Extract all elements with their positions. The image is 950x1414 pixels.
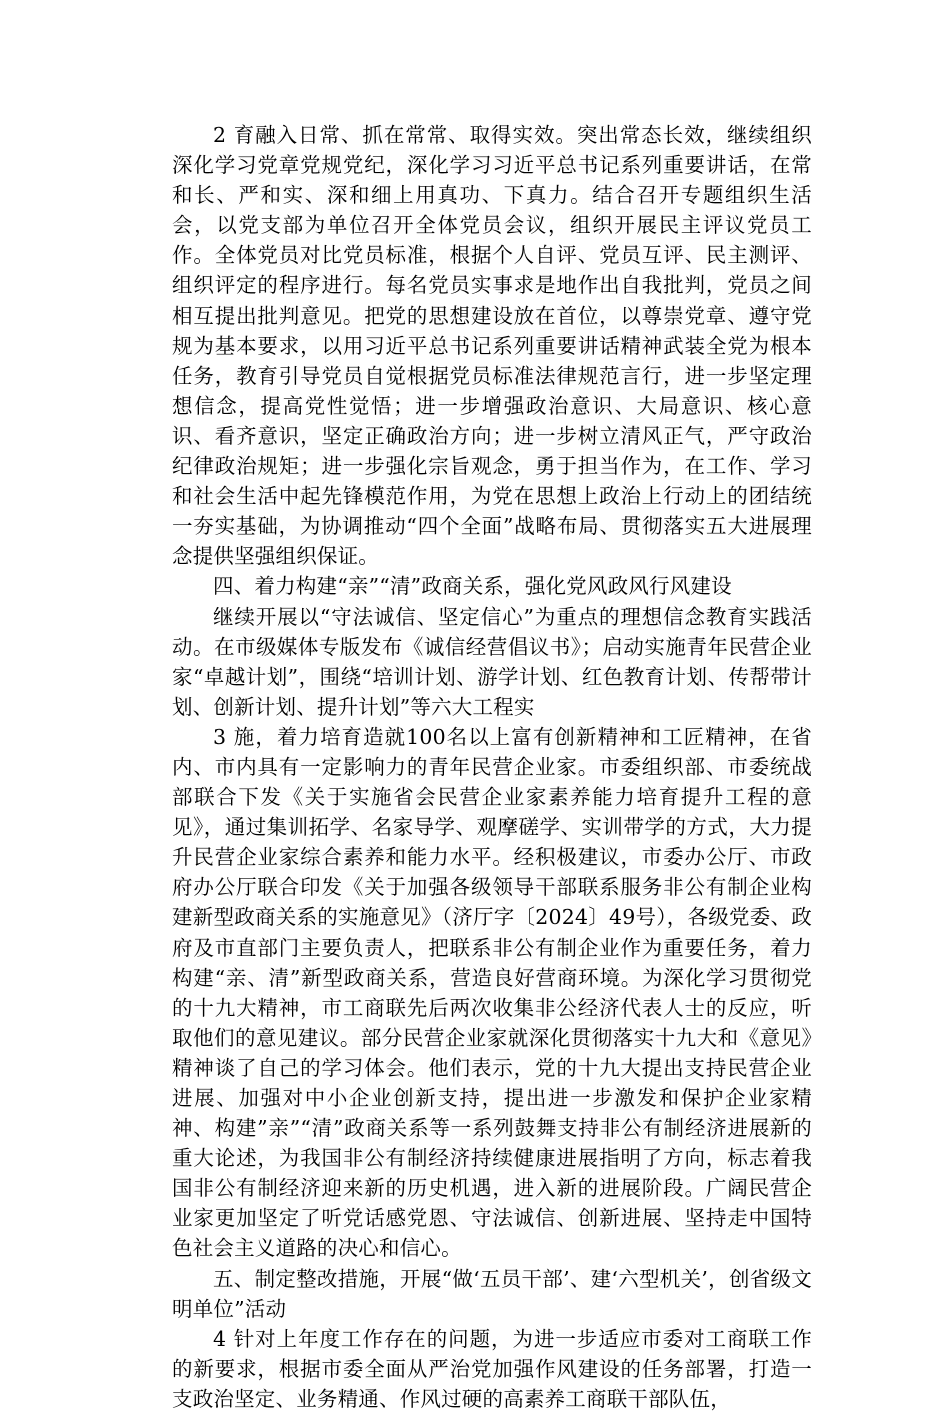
paragraph-integrity-education: 继续开展以“守法诚信、坚定信心”为重点的理想信念教育实践活动。在市级媒体专版发布《诚信经营倡议书》；启动实施青年民营企业家“卓越计划”，围绕“培训计划、游学计划、红色教育计划、传帮带计划、创新计划、提升计划”等六大工程实 — [172, 604, 812, 719]
paragraph-party-education: 2 育融入日常、抓在常常、取得实效。突出常态长效，继续组织深化学习党章党规党纪，深化学习习近平总书记系列重要讲话，在常和长、严和实、深和细上用真功、下真力。结合召开专题组织生活会，以党支部为单位召开全体党员会议，组织开展民主评议党员工作。全体党员对比党员标准，根据个人自评、党员互评、民主测评、组织评定的程序进行。每名党员实事求是地作出自我批判，党员之间相互提出批判意见。把党的思想建设放在首位，以尊崇党章、遵守党规为基本要求，以用习近平总书记系列重要讲话精神武装全党为根本任务，教育引导党员自觉根据党员标准法律规范言行，进一步坚定理想信念，提高党性觉悟；进一步增强政治意识、大局意识、核心意识、看齐意识，坚定正确政治方向；进一步树立清风正气，严守政治纪律政治规矩；进一步强化宗旨观念，勇于担当作为，在工作、学习和社会生活中起先锋模范作用，为党在思想上政治上行动上的团结统一夯实基础，为协调推动“四个全面”战略布局、贯彻落实五大进展理念提供坚强组织保证。 — [172, 123, 812, 569]
section-heading-5: 五、制定整改措施，开展“做‘五员干部’、建‘六型机关’，创省级文明单位”活动 — [172, 1266, 812, 1321]
document-body — [172, 120, 812, 1414]
paragraph-entrepreneurs: 3 施，着力培育造就100名以上富有创新精神和工匠精神，在省内、市内具有一定影响力的青年民营企业家。市委组织部、市委统战部联合下发《关于实施省会民营企业家素养能力培育提升工程的意见》，通过集训拓学、名家导学、观摩磋学、实训带学的方式，大力提升民营企业家综合素养和能力水平。经积极建议，市委办公厅、市政府办公厅联合印发《关于加强各级领导干部联系服务非公有制企业构建新型政商关系的实施意见》（济厅字〔2024〕49号），各级党委、政府及市直部门主要负责人，把联系非公有制企业作为重要任务，着力构建“亲、清”新型政商关系，营造良好营商环境。为深化学习贯彻党的十九大精神，市工商联先后两次收集非公经济代表人士的反应，听取他们的意见建议。部分民营企业家就深化贯彻落实十九大和《意见》精神谈了自己的学习体会。他们表示，党的十九大提出支持民营企业进展、加强对中小企业创新支持，提出进一步激发和保护企业家精神、构建”亲”“清”政商关系等一系列鼓舞支持非公有制经济进展新的重大论述，为我国非公有制经济持续健康进展指明了方向，标志着我国非公有制经济迎来新的历史机遇，进入新的进展阶段。广阔民营企业家更加坚定了听党话感党恩、守法诚信、创新进展、坚持走中国特色社会主义道路的决心和信心。 — [172, 724, 812, 1261]
paragraph-rectification: 4 针对上年度工作存在的问题，为进一步适应市委对工商联工作的新要求，根据市委全面从严治党加强作风建设的任务部署，打造一支政治坚定、业务精通、作风过硬的高素养工商联干部队伍， — [172, 1326, 812, 1411]
section-heading-4: 四、着力构建“亲”“清”政商关系，强化党风政风行风建设 — [213, 574, 732, 599]
